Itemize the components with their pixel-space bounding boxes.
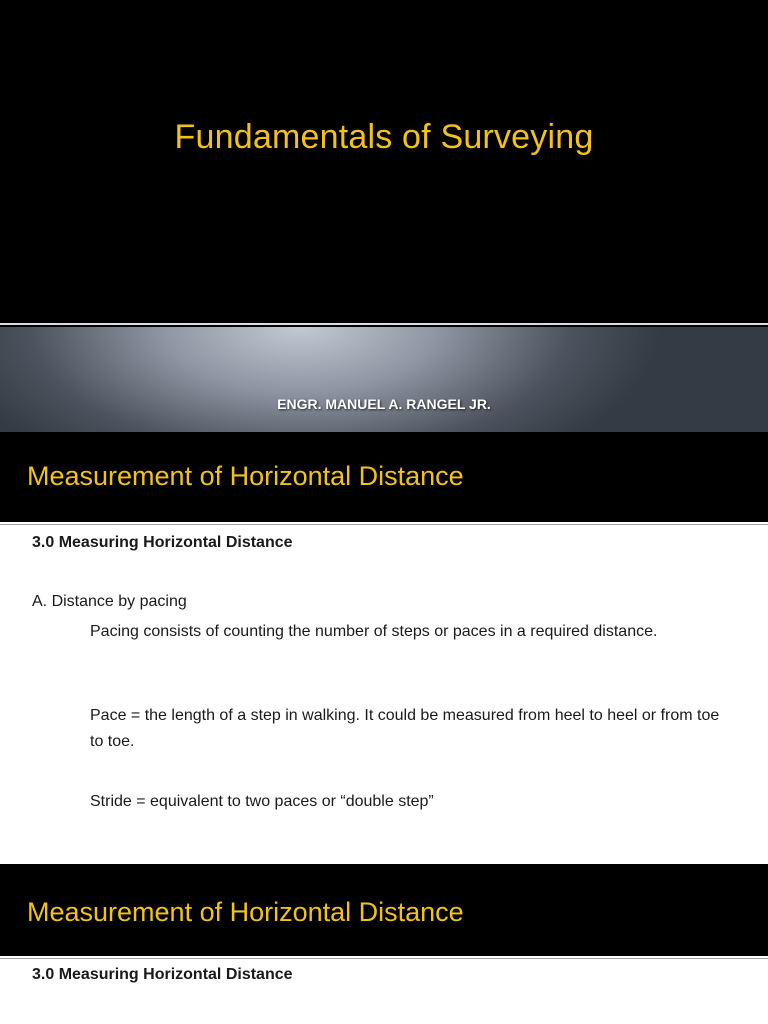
title-slide — [0, 0, 768, 432]
header-divider — [0, 524, 768, 525]
content-slide-pacing — [0, 432, 768, 864]
section-heading: 3.0 Measuring Horizontal Distance — [32, 966, 293, 983]
slide-header — [0, 432, 768, 522]
paragraph-stride-definition: Stride = equivalent to two paces or “double step” — [90, 793, 434, 810]
content-slide-continued — [0, 864, 768, 1024]
presentation-title: Fundamentals of Surveying — [174, 118, 594, 156]
item-heading: A. Distance by pacing — [32, 593, 187, 610]
subtitle-band — [0, 327, 768, 432]
paragraph-pacing-definition: Pacing consists of counting the number of steps or paces in a required distance. — [90, 623, 658, 640]
slide-title: Measurement of Horizontal Distance — [27, 461, 464, 491]
paragraph-pace-definition: Pace = the length of a step in walking. It could be measured from heel to heel or from toe to toe. — [90, 707, 720, 750]
subtitle-band-divider — [0, 323, 768, 325]
slide-title: Measurement of Horizontal Distance — [27, 897, 464, 927]
slide-header — [0, 864, 768, 956]
section-heading: 3.0 Measuring Horizontal Distance — [32, 534, 293, 551]
header-divider — [0, 958, 768, 959]
author-name: ENGR. MANUEL A. RANGEL JR. — [277, 396, 491, 412]
